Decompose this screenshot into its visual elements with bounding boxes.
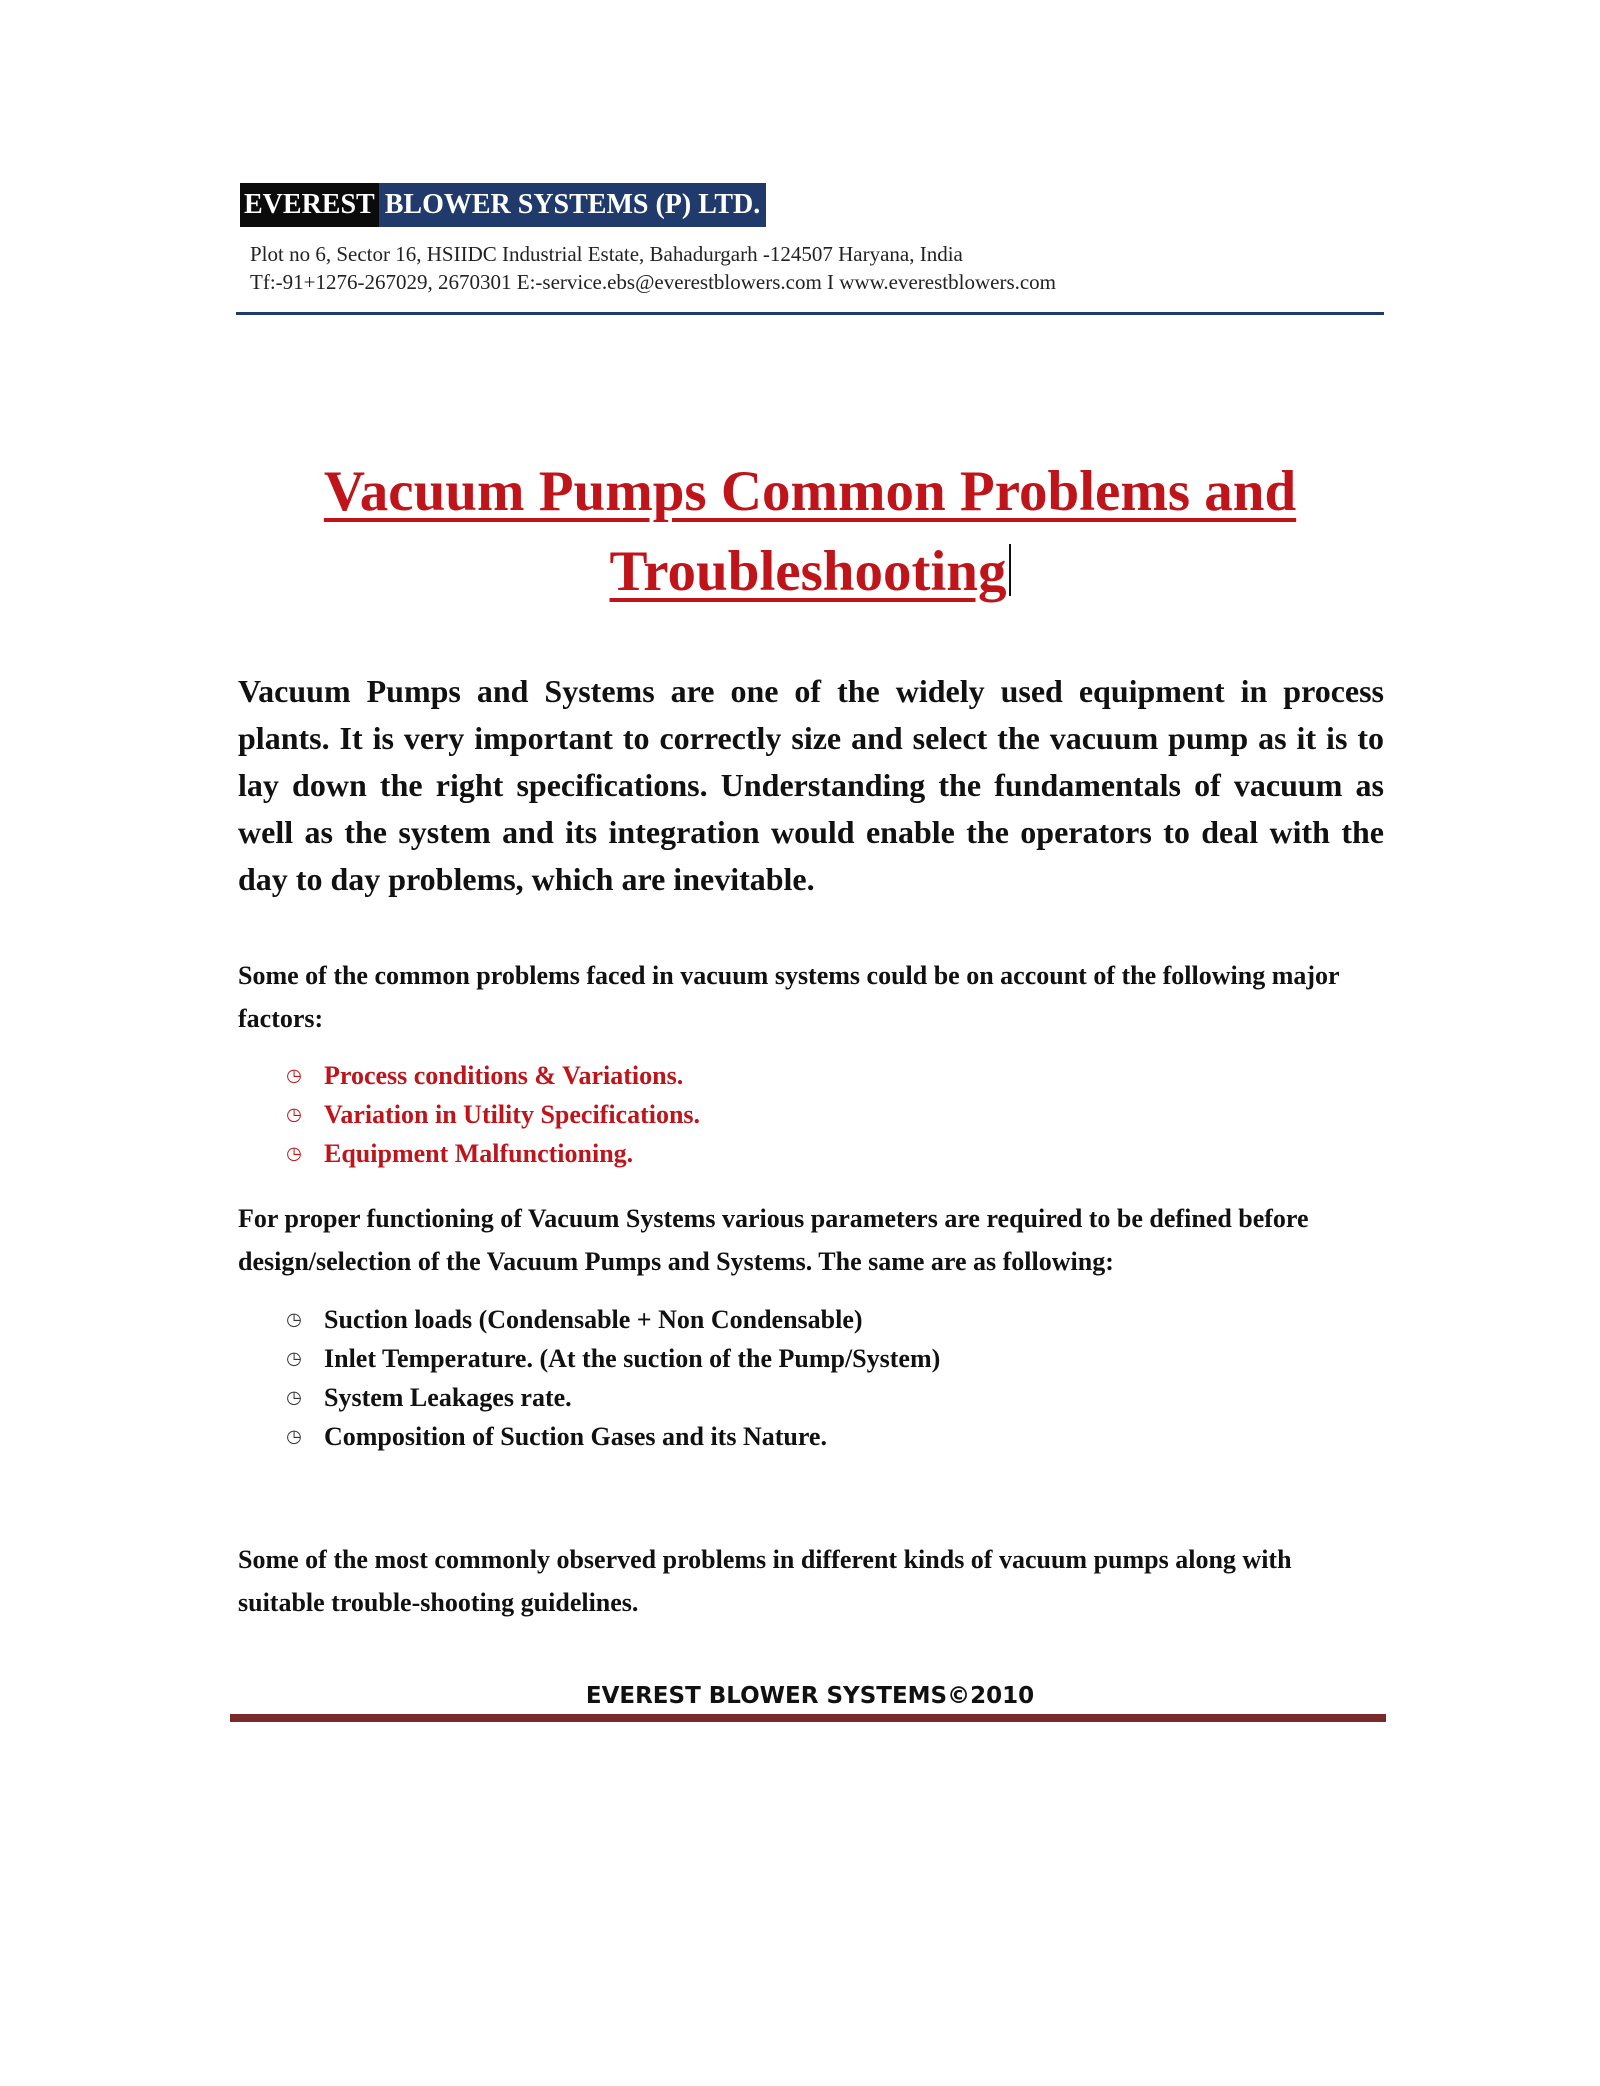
list-item bbox=[284, 1378, 940, 1417]
clock-icon: ◷ bbox=[286, 1426, 302, 1447]
letterhead-address bbox=[250, 240, 1056, 296]
footer-divider bbox=[230, 1714, 1386, 1722]
list-item-label: Equipment Malfunctioning. bbox=[324, 1139, 634, 1168]
clock-icon: ◷ bbox=[286, 1309, 302, 1330]
list-item bbox=[284, 1300, 940, 1339]
text-cursor bbox=[1009, 544, 1011, 596]
document-title bbox=[240, 452, 1380, 612]
list-item-label: Suction loads (Condensable + Non Condensable) bbox=[324, 1305, 863, 1334]
list-item bbox=[284, 1134, 700, 1173]
clock-icon: ◷ bbox=[286, 1143, 302, 1164]
title-line-2: Troubleshooting bbox=[609, 540, 1007, 603]
list-item bbox=[284, 1095, 700, 1134]
list-item bbox=[284, 1417, 940, 1456]
list-item-label: Inlet Temperature. (At the suction of the Pump/System) bbox=[324, 1344, 941, 1373]
list-item-label: Variation in Utility Specifications. bbox=[324, 1100, 701, 1129]
intro-paragraph: Vacuum Pumps and Systems are one of the widely used equipment in process plants. It is very important to correctly size and select the vacuum pump as it is to lay down the right specifications. Understanding the fundamentals of vacuum as well as the system and its integration would enable the operators to deal with the day to day problems, which are inevitable. bbox=[238, 673, 1384, 897]
logo-part-everest: EVEREST bbox=[240, 183, 379, 227]
address-line-2: Tf:-91+1276-267029, 2670301 E:-service.ebs@everestblowers.com I www.everestblowers.com bbox=[250, 270, 1057, 294]
troubleshooting-intro-paragraph: Some of the most commonly observed problems in different kinds of vacuum pumps along with suitable trouble-shooting guidelines. bbox=[238, 1545, 1292, 1617]
logo-part-blower-systems: BLOWER SYSTEMS (P) LTD. bbox=[379, 183, 767, 227]
clock-icon: ◷ bbox=[286, 1104, 302, 1125]
parameters-paragraph: For proper functioning of Vacuum Systems various parameters are required to be defined before design/selection of the Vacuum Pumps and Systems. The same are as following: bbox=[238, 1204, 1309, 1276]
title-line-1: Vacuum Pumps Common Problems and bbox=[323, 460, 1297, 523]
address-line-1: Plot no 6, Sector 16, HSIIDC Industrial Estate, Bahadurgarh -124507 Haryana, India bbox=[250, 242, 963, 266]
clock-icon: ◷ bbox=[286, 1387, 302, 1408]
list-item bbox=[284, 1339, 940, 1378]
factors-list bbox=[284, 1056, 700, 1173]
clock-icon: ◷ bbox=[286, 1065, 302, 1086]
parameters-list bbox=[284, 1300, 940, 1456]
factors-paragraph: Some of the common problems faced in vacuum systems could be on account of the following major factors: bbox=[238, 961, 1340, 1033]
company-logo bbox=[240, 183, 766, 227]
header-divider bbox=[236, 312, 1384, 315]
clock-icon: ◷ bbox=[286, 1348, 302, 1369]
list-item bbox=[284, 1056, 700, 1095]
footer-copyright: EVEREST BLOWER SYSTEMS©2010 bbox=[585, 1683, 1035, 1709]
list-item-label: Composition of Suction Gases and its Nature. bbox=[324, 1422, 827, 1451]
list-item-label: System Leakages rate. bbox=[324, 1383, 572, 1412]
list-item-label: Process conditions & Variations. bbox=[324, 1061, 684, 1090]
